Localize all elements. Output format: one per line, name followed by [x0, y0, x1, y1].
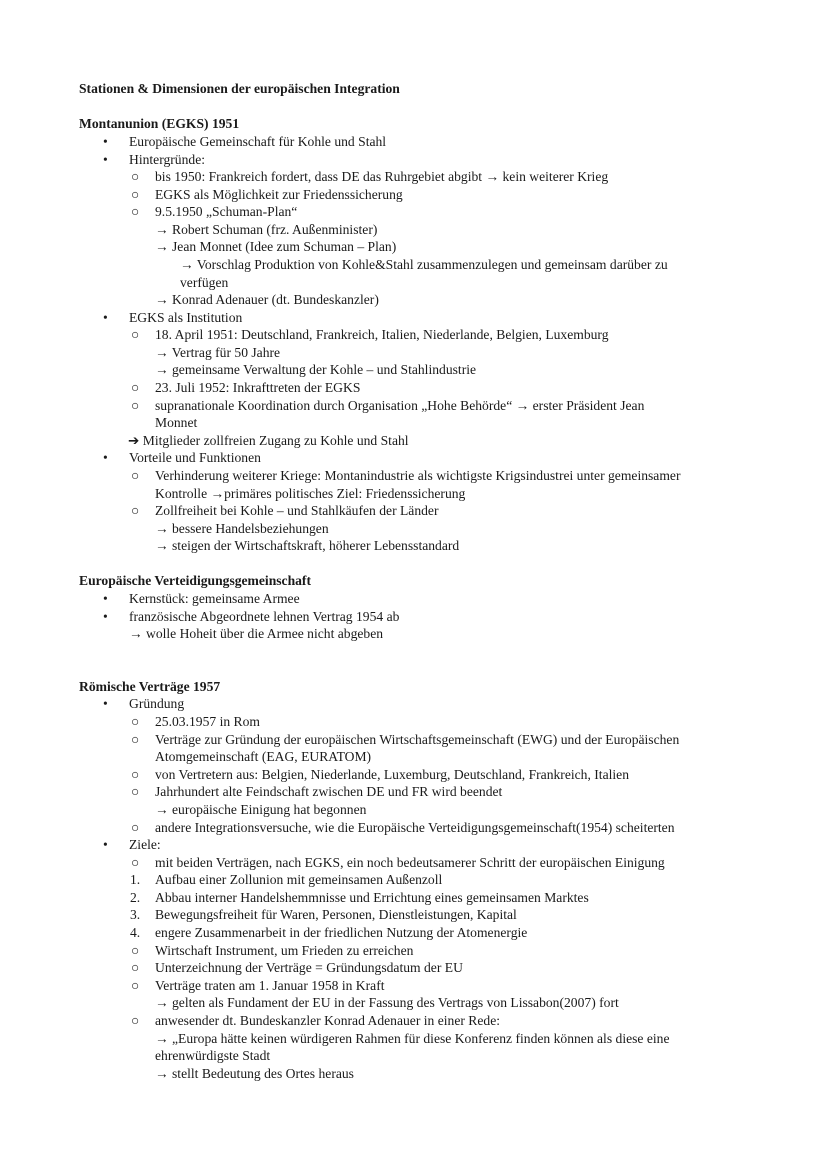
continuation-line: ehrenwürdigste Stadt [155, 1048, 271, 1063]
arrow-icon: → [155, 1031, 169, 1046]
bullet-circle: ○ [131, 943, 140, 958]
continuation-line: verfügen [180, 275, 229, 290]
arrow-item: → Jean Monnet (Idee zum Schuman – Plan) [155, 239, 397, 254]
list-item: Verträge traten am 1. Januar 1958 in Kraft [155, 978, 385, 993]
list-item: Verhinderung weiterer Kriege: Montanindustrie als wichtigste Krigsindustrei unter gemeinsamer [155, 468, 681, 483]
bullet-disc: • [103, 152, 108, 167]
bullet-circle: ○ [131, 855, 140, 870]
list-item: supranationale Koordination durch Organisation „Hohe Behörde“ → erster Präsident Jean [155, 398, 645, 413]
arrow-item: → stellt Bedeutung des Ortes heraus [155, 1066, 354, 1081]
list-item: mit beiden Verträgen, nach EGKS, ein noch bedeutsamerer Schritt der europäischen Einigung [155, 855, 665, 870]
numbered-item: engere Zusammenarbeit in der friedlichen Nutzung der Atomenergie [155, 925, 528, 940]
bullet-circle: ○ [131, 960, 140, 975]
arrow-icon: → [129, 626, 143, 641]
list-number: 1. [130, 872, 141, 887]
list-number: 2. [130, 890, 141, 905]
bullet-circle: ○ [131, 380, 140, 395]
list-item: Unterzeichnung der Verträge = Gründungsdatum der EU [155, 960, 463, 975]
list-item: 25.03.1957 in Rom [155, 714, 260, 729]
arrow-item: → europäische Einigung hat begonnen [155, 802, 367, 817]
arrow-icon: → [155, 222, 169, 237]
list-item: anwesender dt. Bundeskanzler Konrad Adenauer in einer Rede: [155, 1013, 501, 1028]
list-item: Kernstück: gemeinsame Armee [129, 591, 300, 606]
section-heading-montanunion: Montanunion (EGKS) 1951 [79, 116, 240, 131]
bullet-circle: ○ [131, 784, 140, 799]
arrow-item: → gemeinsame Verwaltung der Kohle – und Stahlindustrie [155, 362, 477, 377]
bullet-circle: ○ [131, 714, 140, 729]
list-item: Ziele: [129, 837, 161, 852]
arrow-item: → Vertrag für 50 Jahre [155, 345, 281, 360]
bullet-circle: ○ [131, 398, 140, 413]
list-item: andere Integrationsversuche, wie die Europäische Verteidigungsgemeinschaft(1954) scheiterten [155, 820, 675, 835]
arrow-item: → steigen der Wirtschaftskraft, höherer Lebensstandard [155, 538, 460, 553]
arrow-icon: → [485, 169, 500, 184]
document-title: Stationen & Dimensionen der europäischen Integration [79, 81, 400, 96]
continuation-line: Atomgemeinschaft (EAG, EURATOM) [155, 749, 372, 764]
section-heading-roemische-vertraege: Römische Verträge 1957 [79, 679, 221, 694]
bullet-disc: • [103, 591, 108, 606]
arrow-icon: → [155, 345, 169, 360]
bullet-circle: ○ [131, 767, 140, 782]
arrow-icon: → [515, 398, 530, 413]
bullet-disc: • [103, 837, 108, 852]
bullet-circle: ○ [131, 1013, 140, 1028]
list-item: Europäische Gemeinschaft für Kohle und Stahl [129, 134, 387, 149]
bullet-circle: ○ [131, 820, 140, 835]
bold-arrow-icon: ➔ [128, 433, 140, 448]
list-item: Verträge zur Gründung der europäischen Wirtschaftsgemeinschaft (EWG) und der Europäischen [155, 732, 680, 747]
arrow-item: → Robert Schuman (frz. Außenminister) [155, 222, 378, 237]
numbered-item: Bewegungsfreiheit für Waren, Personen, Dienstleistungen, Kapital [155, 907, 517, 922]
arrow-icon: → [210, 486, 225, 501]
list-number: 3. [130, 907, 141, 922]
list-item: bis 1950: Frankreich fordert, dass DE das Ruhrgebiet abgibt → kein weiterer Krieg [155, 169, 609, 184]
arrow-icon: → [155, 802, 169, 817]
arrow-icon: → [180, 257, 194, 272]
arrow-item: → „Europa hätte keinen würdigeren Rahmen für diese Konferenz finden können als diese eine [155, 1031, 670, 1046]
list-item: Vorteile und Funktionen [129, 450, 261, 465]
numbered-item: Aufbau einer Zollunion mit gemeinsamen Außenzoll [155, 872, 443, 887]
bullet-circle: ○ [131, 187, 140, 202]
list-item: Gründung [129, 696, 185, 711]
arrow-item: → wolle Hoheit über die Armee nicht abgeben [129, 626, 384, 641]
list-item: französische Abgeordnete lehnen Vertrag 1954 ab [129, 609, 400, 624]
arrow-icon: → [155, 362, 169, 377]
list-item: Wirtschaft Instrument, um Frieden zu erreichen [155, 943, 414, 958]
list-item: EGKS als Institution [129, 310, 243, 325]
arrow-icon: → [155, 1066, 169, 1081]
list-item: von Vertretern aus: Belgien, Niederlande, Luxemburg, Deutschland, Frankreich, Italien [155, 767, 629, 782]
bullet-circle: ○ [131, 732, 140, 747]
bullet-disc: • [103, 310, 108, 325]
arrow-item: ➔ Mitglieder zollfreien Zugang zu Kohle und Stahl [128, 433, 409, 448]
arrow-item: → gelten als Fundament der EU in der Fassung des Vertrags von Lissabon(2007) fort [155, 995, 619, 1010]
bullet-circle: ○ [131, 468, 140, 483]
arrow-icon: → [155, 538, 169, 553]
bullet-circle: ○ [131, 169, 140, 184]
list-item: Hintergründe: [129, 152, 206, 167]
bullet-circle: ○ [131, 327, 140, 342]
list-item: 23. Juli 1952: Inkrafttreten der EGKS [155, 380, 361, 395]
arrow-item: → Konrad Adenauer (dt. Bundeskanzler) [155, 292, 379, 307]
list-number: 4. [130, 925, 141, 940]
list-item: EGKS als Möglichkeit zur Friedenssicherung [155, 187, 403, 202]
arrow-icon: → [155, 521, 169, 536]
list-item: 18. April 1951: Deutschland, Frankreich, Italien, Niederlande, Belgien, Luxemburg [155, 327, 609, 342]
arrow-item: → bessere Handelsbeziehungen [155, 521, 329, 536]
arrow-icon: → [155, 292, 169, 307]
bullet-circle: ○ [131, 978, 140, 993]
bullet-disc: • [103, 609, 108, 624]
arrow-icon: → [155, 239, 169, 254]
bullet-disc: • [103, 696, 108, 711]
continuation-line: Kontrolle →primäres politisches Ziel: Friedenssicherung [155, 486, 466, 501]
arrow-item: → Vorschlag Produktion von Kohle&Stahl zusammenzulegen und gemeinsam darüber zu [180, 257, 668, 272]
numbered-item: Abbau interner Handelshemmnisse und Errichtung eines gemeinsamen Marktes [155, 890, 589, 905]
bullet-circle: ○ [131, 204, 140, 219]
continuation-line: Monnet [155, 415, 198, 430]
bullet-circle: ○ [131, 503, 140, 518]
bullet-disc: • [103, 134, 108, 149]
list-item: Jahrhundert alte Feindschaft zwischen DE und FR wird beendet [155, 784, 503, 799]
arrow-icon: → [155, 995, 169, 1010]
bullet-disc: • [103, 450, 108, 465]
list-item: Zollfreiheit bei Kohle – und Stahlkäufen der Länder [155, 503, 439, 518]
section-heading-evg: Europäische Verteidigungsgemeinschaft [79, 573, 311, 588]
list-item: 9.5.1950 „Schuman-Plan“ [155, 204, 298, 219]
